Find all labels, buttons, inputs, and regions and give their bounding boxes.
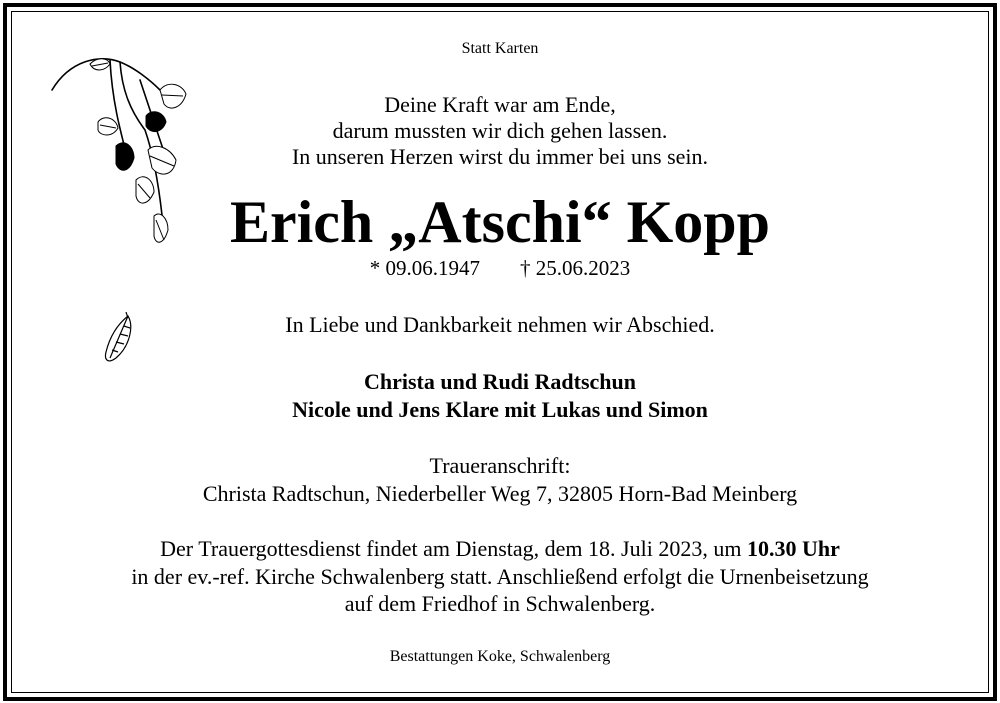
death-date: † 25.06.2023 [520, 256, 631, 280]
heading-statt-karten: Statt Karten [461, 40, 539, 57]
address-label: Traueranschrift: [429, 453, 571, 478]
service-line-1 [0, 536, 1000, 562]
verse-line-1: Deine Kraft war am Ende, [384, 92, 616, 117]
undertaker: Bestattungen Koke, Schwalenberg [389, 648, 611, 665]
deceased-name: Erich „Atschi“ Kopp [229, 189, 771, 255]
mourner-line-1: Christa und Rudi Radtschun [363, 369, 637, 394]
service-line-1-text: Der Trauergottesdienst findet am Dienstag, dem 18. Juli 2023, um [160, 536, 747, 561]
service-time: 10.30 Uhr [746, 536, 840, 561]
service-line-2: in der ev.-ref. Kirche Schwalenberg statt. Anschließend erfolgt die Urnenbeisetzung [131, 564, 869, 589]
birth-date: * 09.06.1947 [369, 256, 480, 280]
mourner-line-2: Nicole und Jens Klare mit Lukas und Simon [292, 397, 708, 422]
life-dates [0, 256, 1000, 281]
address-text: Christa Radtschun, Niederbeller Weg 7, 32805 Horn-Bad Meinberg [202, 481, 798, 506]
farewell-text: In Liebe und Dankbarkeit nehmen wir Abschied. [285, 312, 715, 337]
service-line-3: auf dem Friedhof in Schwalenberg. [344, 591, 656, 616]
verse-line-2: darum mussten wir dich gehen lassen. [332, 118, 668, 143]
verse-line-3: In unseren Herzen wirst du immer bei uns sein. [291, 144, 709, 169]
